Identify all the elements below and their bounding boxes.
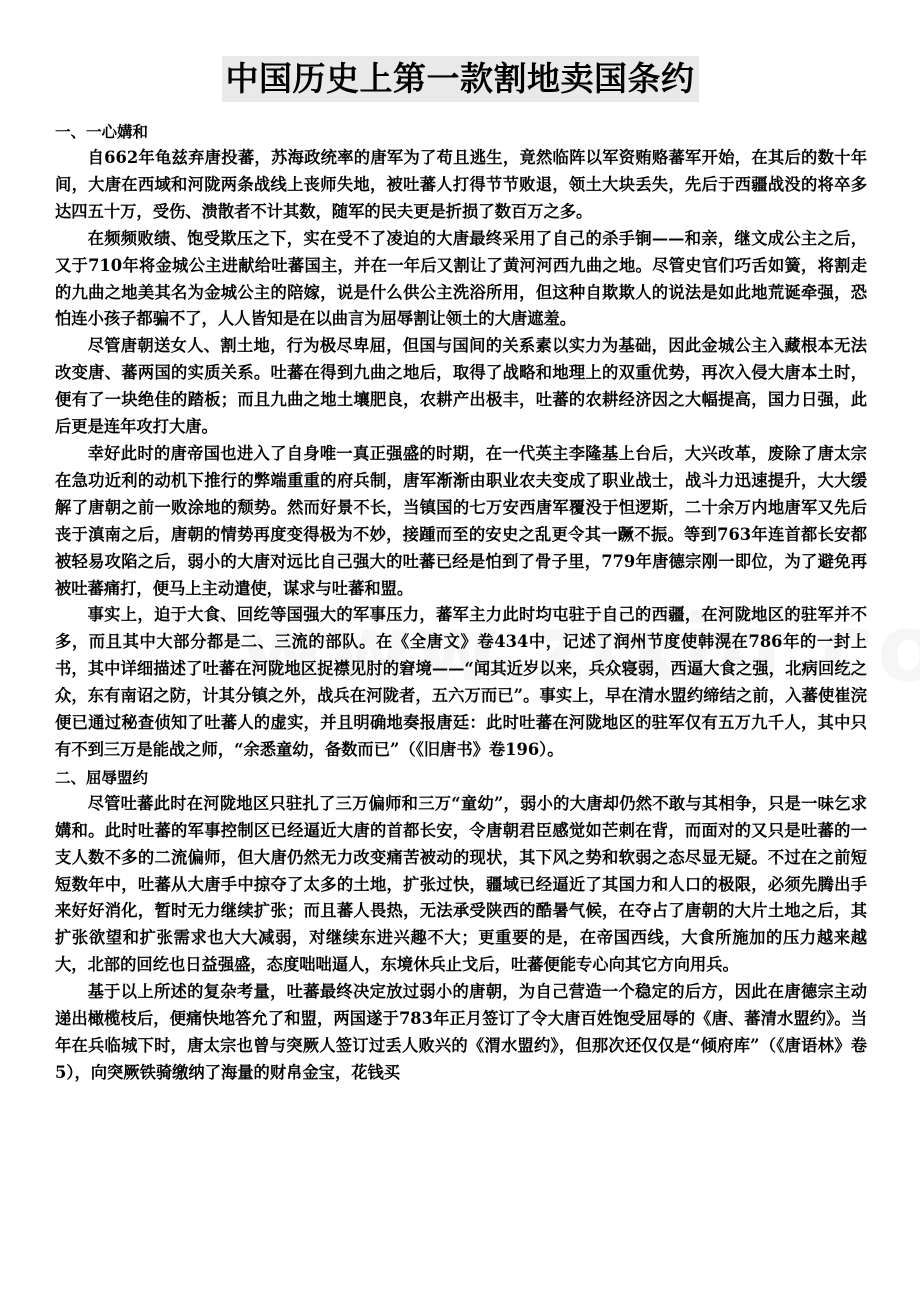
- paragraph: 幸好此时的唐帝国也进入了自身唯一真正强盛的时期，在一代英主李隆基上台后，大兴改革，废除了唐太宗在急功近利的动机下推行的弊端重重的府兵制，唐军渐渐由职业农夫变成了职业战士，战斗力迅速提升，大大缓解了唐朝之前一败涂地的颓势。然而好景不长，当镇国的七万安西唐军覆没于怛逻斯，二十余万内地唐军又先后丧于滇南之后，唐朝的情势再度变得极为不妙，接踵而至的安史之乱更令其一蹶不振。等到763年连首都长安都被轻易攻陷之后，弱小的大唐对远比自己强大的吐蕃已经是怕到了骨子里，779年唐德宗刚一即位，为了避免再被吐蕃痛打，便马上主动遣使，谋求与吐蕃和盟。: [55, 443, 867, 598]
- paragraph: 尽管吐蕃此时在河陇地区只驻扎了三万偏师和三万“童幼”，弱小的大唐却仍然不敢与其相争，只是一味乞求媾和。此时吐蕃的军事控制区已经逼近大唐的首都长安，令唐朝君臣感觉如芒刺在背，而面对的又只是吐蕃的一支人数不多的二流偏师，但大唐仍然无力改变痛苦被动的现状，其下风之势和软弱之态尽显无疑。不过在之前短短数年中，吐蕃从大唐手中掠夺了太多的土地，扩张过快，疆域已经逼近了其国力和人口的极限，必须先腾出手来好好消化，暂时无力继续扩张；而且蕃人畏热，无法承受陕西的酷暑气候，在夺占了唐朝的大片土地之后，其扩张欲望和扩张需求也大大减弱，对继续东进兴趣不大；更重要的是，在帝国西线，大食所施加的压力越来越大，北部的回纥也日益强盛，态度咄咄逼人，东境休兵止戈后，吐蕃便能专心向其它方向用兵。: [55, 793, 867, 975]
- document-title: 中国历史上第一款割地卖国条约: [222, 56, 699, 102]
- paragraph: 尽管唐朝送女人、割土地，行为极尽卑屈，但国与国间的关系素以实力为基础，因此金城公主入藏根本无法改变唐、蕃两国的实质关系。吐蕃在得到九曲之地后，取得了战略和地理上的双重优势，再次入侵大唐本土时，便有了一块绝佳的踏板；而且九曲之地土壤肥良，农耕产出极丰，吐蕃的农耕经济因之大幅提高，国力日强，此后更是连年攻打大唐。: [55, 336, 867, 437]
- paragraph: 基于以上所述的复杂考量，吐蕃最终决定放过弱小的唐朝，为自己营造一个稳定的后方，因此在唐德宗主动递出橄榄枝后，便痛快地答允了和盟，两国遂于783年正月签订了令大唐百姓饱受屈辱的《唐、蕃清水盟约》。当年在兵临城下时，唐太宗也曾与突厥人签订过丢人败兴的《渭水盟约》，但那次还仅仅是“倾府库”（《唐语林》卷5），向突厥铁骑缴纳了海量的财帛金宝，花钱买: [55, 982, 867, 1082]
- section-heading: 一、一心媾和: [55, 122, 149, 141]
- title-container: [0, 56, 920, 102]
- paragraph: 在频频败绩、饱受欺压之下，实在受不了凌迫的大唐最终采用了自己的杀手锏——和亲，继文成公主之后，又于710年将金城公主进献给吐蕃国主，并在一年后又割让了黄河河西九曲之地。尽管史官们巧舌如簧，将割走的九曲之地美其名为金城公主的陪嫁，说是什么供公主洗浴所用，但这种自欺欺人的说法是如此地荒诞牵强，恐怕连小孩子都骗不了，人人皆知是在以曲言为屈辱割让领土的大唐遮羞。: [55, 228, 867, 329]
- paragraph: 事实上，迫于大食、回纥等国强大的军事压力，蕃军主力此时均屯驻于自己的西疆，在河陇地区的驻军并不多，而且其中大部分都是二、三流的部队。在《全唐文》卷434中，记述了润州节度使韩滉在786年的一封上书，其中详细描述了吐蕃在河陇地区捉襟见肘的窘境——“闻其近岁以来，兵众寝弱，西逼大食之强，北病回纥之众，东有南诏之防，计其分镇之外，战兵在河陇者，五六万而已”。事实上，早在清水盟约缔结之前，入蕃使崔浣便已通过秘查侦知了吐蕃人的虚实，并且明确地奏报唐廷：此时吐蕃在河陇地区的驻军仅有五万九千人，其中只有不到三万是能战之师，“余悉童幼，备数而已”（《旧唐书》卷196）。: [55, 605, 867, 759]
- section-heading: 二、屈辱盟约: [55, 767, 149, 787]
- document-body: [55, 118, 867, 1087]
- paragraph: 自662年龟兹弃唐投蕃，苏海政统率的唐军为了苟且逃生，竟然临阵以军资贿赂蕃军开始，在其后的数十年间，大唐在西域和河陇两条战线上丧师失地，被吐蕃人打得节节败退，领土大块丢失，先后于西疆战没的将卒多达四五十万，受伤、溃散者不计其数，随军的民夫更是折损了数百万之多。: [55, 148, 867, 221]
